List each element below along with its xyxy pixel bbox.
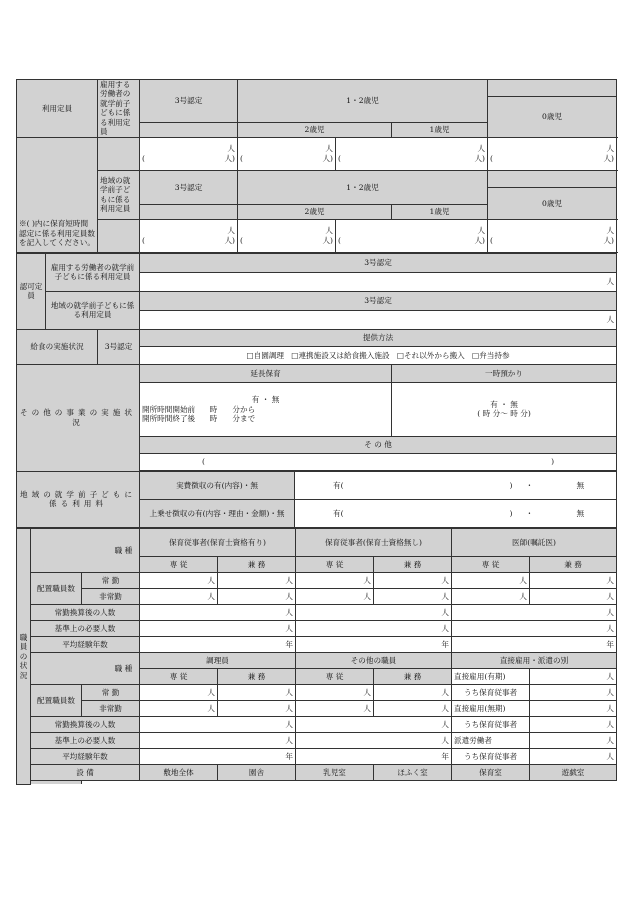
fee2-dot: ・ [525, 508, 534, 518]
capacity-col-1: 1歳児 [392, 122, 488, 137]
avg-years-label-2: 平均経験年数 [31, 748, 140, 764]
regular-label-2: 常 勤 [82, 684, 140, 700]
staff-job-label-2 [31, 652, 140, 684]
facility-building: 園舎 [218, 764, 296, 780]
capacity-r2-1[interactable] [488, 219, 617, 252]
unit: 人 [606, 144, 615, 154]
cell[interactable]: 人 [374, 588, 452, 604]
extended-start-value: 時 分から [209, 404, 256, 414]
capacity-r1-3go[interactable] [140, 137, 238, 170]
cell[interactable]: 人 [530, 700, 617, 716]
facilities-label: 設 備 [31, 764, 140, 780]
paren-open: ( [142, 153, 145, 163]
form-table [16, 79, 617, 528]
meal-option-self[interactable]: □自園調理 [246, 350, 285, 360]
capacity-r1-1[interactable] [488, 137, 617, 170]
cell[interactable]: 人 [296, 620, 452, 636]
capacity-col-blank [488, 80, 617, 97]
temporary-time: ( 時 分〜 時 分) [477, 409, 531, 419]
facility-crawl-room: ほふく室 [374, 764, 452, 780]
cell[interactable]: 人 [530, 572, 617, 588]
fee2-label: 上乗せ徴収の有(内容・理由・金額)・無 [140, 499, 295, 527]
staff-side-label: 職員の状況 [17, 528, 31, 784]
cell[interactable]: 人 [140, 732, 296, 748]
paren-close: 人) [474, 153, 486, 163]
capacity-title: 利用定員 [41, 103, 73, 113]
paren-close: 人) [603, 235, 615, 245]
placed-label: 配置職員数 [31, 572, 82, 604]
cell[interactable]: 人 [296, 572, 374, 588]
capacity2-col-12: 1・2歳児 [238, 170, 488, 204]
of-which-1: うち保育従事者 [452, 684, 530, 700]
fee1-label: 実費徴収の有(内容)・無 [140, 471, 295, 499]
meals-sub: 3号認定 [98, 329, 140, 364]
cell[interactable]: 人 [140, 716, 296, 732]
cell[interactable]: 人 [296, 588, 374, 604]
cell[interactable]: 人 [296, 700, 374, 716]
capacity-col-3go: 3号認定 [140, 80, 238, 123]
paren-open: ( [338, 235, 341, 245]
full: 専 従 [296, 668, 374, 684]
paren-close: 人) [322, 153, 333, 163]
part: 兼 務 [374, 556, 452, 572]
staff-table [16, 528, 617, 785]
placed-label-2: 配置職員数 [31, 684, 82, 716]
full: 専 従 [296, 556, 374, 572]
meal-option-other[interactable]: □それ以外から搬入 [396, 350, 465, 360]
staff-h3: 医師(嘱託医) [452, 528, 617, 556]
cell[interactable]: 人 [140, 700, 218, 716]
staff2-h2: その他の職員 [296, 652, 452, 668]
of-which-3: うち保育従事者 [452, 748, 530, 764]
tail [31, 780, 82, 784]
cell[interactable]: 人 [140, 684, 218, 700]
capacity-r2-12[interactable] [238, 219, 336, 252]
staff-h2: 保育従事者(保育士資格無し) [296, 528, 452, 556]
capacity2-col-0: 0歳児 [488, 187, 617, 219]
fee1-no: 無 [576, 480, 585, 490]
capacity-r2-3go[interactable] [140, 219, 238, 252]
extended-end-value: 時 分まで [209, 414, 256, 424]
cell[interactable]: 人 [140, 572, 218, 588]
capacity-r1-12[interactable] [238, 137, 336, 170]
cell[interactable]: 年 [452, 636, 617, 652]
facility-infant-room: 乳児室 [296, 764, 374, 780]
paren-open: ( [490, 235, 493, 245]
cell[interactable]: 人 [296, 684, 374, 700]
capacity-note-text: ※( )内に保育短時間認定に係る利用定員数を記入してください。 [19, 219, 95, 248]
capacity-title-cell [17, 80, 98, 138]
other-close: ) [551, 457, 555, 467]
cell[interactable]: 人 [296, 732, 452, 748]
cell[interactable]: 人 [296, 604, 452, 620]
temporary-header: 一時預かり [392, 364, 617, 382]
required-label: 基準上の必要人数 [31, 620, 140, 636]
extended-end-label: 開所時間終了後 [142, 414, 196, 424]
facility-nursery-room: 保育室 [452, 764, 530, 780]
full: 専 従 [140, 556, 218, 572]
unit: 人 [606, 277, 615, 287]
job-label-text: 職 種 [114, 663, 133, 673]
paren-close: 人) [603, 153, 615, 163]
fee2-value[interactable] [295, 499, 617, 527]
cell[interactable]: 人 [140, 588, 218, 604]
of-which-2: うち保育従事者 [452, 716, 530, 732]
cell[interactable]: 人 [140, 620, 296, 636]
part: 兼 務 [218, 556, 296, 572]
nonregular-label: 非常勤 [82, 588, 140, 604]
approved-title: 認可定員 [17, 253, 46, 329]
capacity2-col-blank [488, 170, 617, 187]
facility-form [16, 79, 616, 785]
converted-label: 常勤換算後の人数 [31, 604, 140, 620]
fee1-dot: ・ [525, 480, 534, 490]
cell[interactable]: 人 [452, 604, 617, 620]
capacity-r2-2[interactable] [336, 219, 488, 252]
temporary-cell[interactable] [392, 382, 617, 436]
capacity-col-blank2 [140, 122, 238, 137]
fees-label: 地域の就学前子どもに係る利用料 [17, 471, 140, 527]
approved-row2-col: 3号認定 [140, 291, 617, 310]
meals-label: 給食の実施状況 [17, 329, 98, 364]
fee1-value[interactable] [295, 471, 617, 499]
paren-open: ( [142, 235, 145, 245]
extended-yn: 有 ・ 無 [251, 395, 280, 405]
staff-job-label [31, 528, 140, 572]
other-open: ( [202, 457, 205, 467]
unit: 人 [227, 226, 235, 236]
cell[interactable]: 人 [374, 684, 452, 700]
capacity2-col-2: 2歳児 [238, 204, 392, 219]
job-label-text: 職 種 [114, 545, 133, 555]
full: 専 従 [140, 668, 218, 684]
cell[interactable]: 人 [530, 668, 617, 684]
avg-years-label: 平均経験年数 [31, 636, 140, 652]
paren-open: ( [240, 153, 243, 163]
unit: 人 [477, 144, 486, 154]
approved-row2-value[interactable] [140, 310, 617, 329]
cell[interactable]: 人 [530, 716, 617, 732]
cell[interactable]: 人 [452, 620, 617, 636]
cell[interactable]: 人 [374, 700, 452, 716]
extended-cell[interactable] [140, 382, 392, 436]
required-label-2: 基準上の必要人数 [31, 732, 140, 748]
other-services-label: その他の事業の実施状況 [17, 364, 140, 471]
cell[interactable]: 年 [140, 636, 296, 652]
fee2-close: ) [509, 508, 513, 518]
facility-play-room: 遊戯室 [530, 764, 617, 780]
cell[interactable]: 人 [530, 588, 617, 604]
unit: 人 [477, 226, 486, 236]
fee1-close: ) [509, 480, 513, 490]
other-header: そ の 他 [140, 436, 617, 453]
fee2-no: 無 [576, 508, 585, 518]
staff-h1: 保育従事者(保育士資格有り) [140, 528, 296, 556]
paren-open: ( [240, 235, 243, 245]
capacity-row2-label: 地域の就学前子どもに係る利用定員 [98, 170, 140, 219]
cell[interactable]: 人 [452, 572, 530, 588]
capacity-col-0: 0歳児 [488, 97, 617, 138]
capacity-spacer [98, 137, 140, 170]
facility-site: 敷地全体 [140, 764, 218, 780]
cell[interactable]: 人 [218, 572, 296, 588]
capacity-col-12: 1・2歳児 [238, 80, 488, 123]
meals-options [140, 346, 617, 364]
cell[interactable]: 人 [218, 684, 296, 700]
approved-row2-label: 地域の就学前子どもに係る利用定員 [46, 291, 140, 329]
unit: 人 [325, 226, 333, 236]
capacity-row1-label: 雇用する労働者の就学前子どもに係る利用定員 [98, 80, 140, 138]
temporary-yn: 有 ・ 無 [490, 399, 518, 409]
unit: 人 [606, 226, 615, 236]
part: 兼 務 [374, 668, 452, 684]
nonregular-label-2: 非常勤 [82, 700, 140, 716]
meal-option-bento[interactable]: □弁当持参 [472, 350, 510, 360]
cell[interactable]: 人 [374, 572, 452, 588]
extended-header: 延長保育 [140, 364, 392, 382]
regular-label: 常 勤 [82, 572, 140, 588]
capacity2-col-3go: 3号認定 [140, 170, 238, 204]
direct-indef-label: 直接雇用(無期) [452, 700, 530, 716]
tail-blank [82, 780, 617, 784]
paren-close: 人) [224, 235, 235, 245]
unit: 人 [227, 144, 235, 154]
capacity-note [17, 137, 98, 252]
paren-close: 人) [474, 235, 486, 245]
meals-method-header: 提供方法 [140, 329, 617, 346]
cell[interactable]: 人 [530, 748, 617, 764]
approved-row1-label: 雇用する労働者の就学前子どもに係る利用定員 [46, 253, 140, 291]
cell[interactable]: 人 [296, 716, 452, 732]
paren-open: ( [338, 153, 341, 163]
cell[interactable]: 人 [218, 588, 296, 604]
cell[interactable]: 年 [296, 636, 452, 652]
capacity-col-2: 2歳児 [238, 122, 392, 137]
capacity2-col-blank2 [140, 204, 238, 219]
staff2-h3: 直接雇用・派遣の別 [452, 652, 617, 668]
cell[interactable]: 人 [140, 604, 296, 620]
direct-fixed-label: 直接雇用(有期) [452, 668, 530, 684]
cell[interactable]: 人 [218, 700, 296, 716]
cell[interactable]: 年 [140, 748, 296, 764]
approved-row1-col: 3号認定 [140, 253, 617, 272]
full: 専 従 [452, 556, 530, 572]
paren-close: 人) [322, 235, 333, 245]
cell[interactable]: 人 [530, 684, 617, 700]
other-cell[interactable] [140, 453, 617, 470]
capacity2-spacer [98, 219, 140, 252]
unit: 人 [325, 144, 333, 154]
fee1-yes: 有( [333, 480, 344, 490]
approved-row1-value[interactable] [140, 272, 617, 291]
fee2-yes: 有( [333, 508, 344, 518]
cell[interactable]: 人 [452, 588, 530, 604]
staff2-h1: 調理員 [140, 652, 296, 668]
paren-open: ( [490, 153, 493, 163]
dispatch-label: 派遣労働者 [452, 732, 530, 748]
extended-start-label: 開所時間開始前 [142, 404, 196, 414]
meal-option-partner[interactable]: □連携施設又は給食搬入施設 [291, 350, 390, 360]
part: 兼 務 [218, 668, 296, 684]
cell[interactable]: 人 [530, 732, 617, 748]
paren-close: 人) [224, 153, 235, 163]
unit: 人 [606, 315, 615, 325]
cell[interactable]: 年 [296, 748, 452, 764]
capacity2-col-1: 1歳児 [392, 204, 488, 219]
part: 兼 務 [530, 556, 617, 572]
capacity-r1-2[interactable] [336, 137, 488, 170]
converted-label-2: 常勤換算後の人数 [31, 716, 140, 732]
